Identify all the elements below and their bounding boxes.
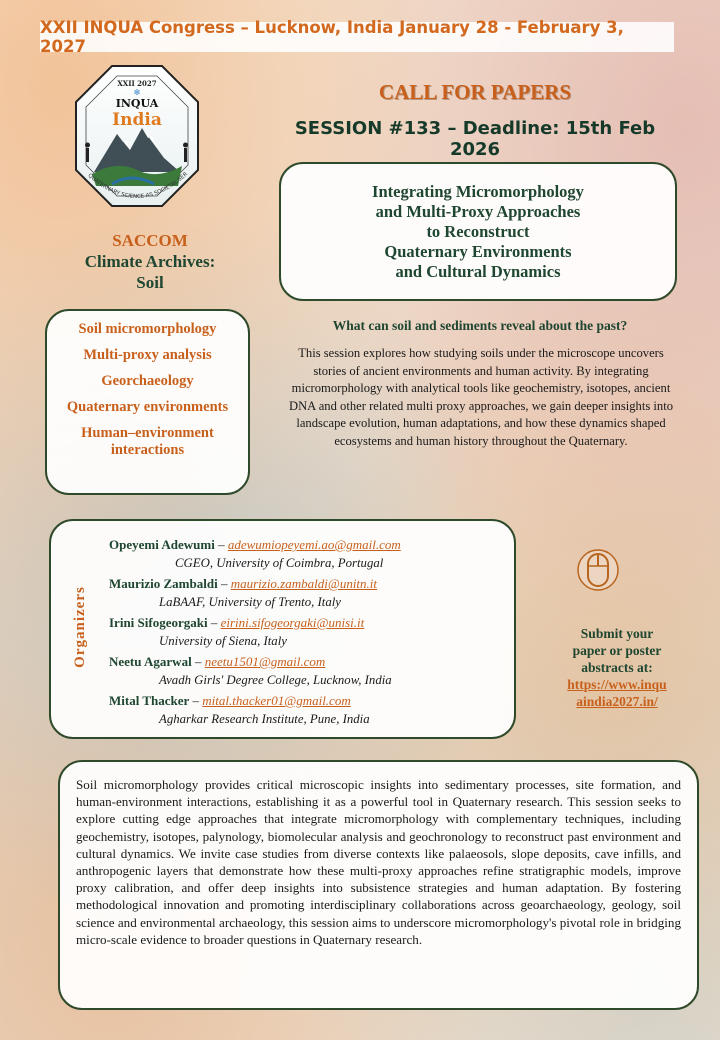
organizer-email-link[interactable]: neetu1501@gmail.com [204,654,326,669]
logo-india-text: India [112,110,162,130]
organizers-list [109,535,509,730]
organizer-email-link[interactable]: mital.thacker01@gmail.com [202,693,351,708]
submit-line: Submit your [580,626,654,641]
organizer-affiliation: Agharkar Research Institute, Pune, India [159,712,370,726]
organizer-entry: Irini Sifogeorgaki – eirini.sifogeorgaki@unisi.it University of Siena, Italy [109,613,509,650]
call-for-papers-heading: CALL FOR PAPERS [378,80,572,104]
topic-item: Soil micromorphology [78,321,217,337]
organizer-entry: Neetu Agarwal – neetu1501@gmail.com Avadh Girls' Degree College, Lucknow, India [109,652,509,689]
organizer-email-link[interactable]: eirini.sifogeorgaki@unisi.it [220,615,365,630]
organizer-email-link[interactable]: adewumiopeyemi.ao@gmail.com [227,537,401,552]
topic-item: Multi-proxy analysis [83,347,212,363]
mouse-icon [577,540,619,600]
topic-item: Quaternary environments [66,399,229,415]
commission-line2: Climate Archives: [84,252,216,271]
organizer-entry: Mital Thacker – mital.thacker01@gmail.com Agharkar Research Institute, Pune, India [109,691,509,728]
submit-callout [532,625,702,710]
submit-line: paper or poster [572,643,662,658]
title-line: to Reconstruct [426,221,530,241]
submit-line: abstracts at: [581,660,653,675]
session-deadline: SESSION #133 – Deadline: 15th Feb 2026 [294,118,656,160]
logo-ring-text: QUATERNARY SCIENCE AS SOCIETAL SER [86,171,189,201]
organizer-affiliation: LaBAAF, University of Trento, Italy [159,595,341,609]
organizer-name: Irini Sifogeorgaki [109,615,208,630]
commission-acronym: SACCOM [112,231,188,250]
organizer-name: Neetu Agarwal [109,654,192,669]
submit-url-line: https://www.inqu [567,677,667,692]
title-line: and Multi-Proxy Approaches [375,201,581,221]
commission-label [60,230,240,293]
organizer-entry: Maurizio Zambaldi – maurizio.zambaldi@unitn.it LaBAAF, University of Trento, Italy [109,574,509,611]
organizer-email-link[interactable]: maurizio.zambaldi@unitn.it [230,576,378,591]
submit-url-line: aindia2027.in/ [576,694,658,709]
organizers-label: Organizers [71,586,88,668]
session-description: Soil micromorphology provides critical microscopic insights into sedimentary processes, site formation, and human-environment interactions, establishing it as a powerful tool in Quaternary research. This session seeks to explore cutting edge approaches that integrate micromorphology with complementary techniques, including geochemistry, isotopes, palynology, biomolecular analysis and geochronology to reconstruct past environment and cultural dynamics. We invite case studies from diverse contexts like palaeosols, slope deposits, cave infills, and anthropogenic layers that demonstrate how these multi-proxy approaches refine stratigraphic models, improve proxy calibration, and offer deep insights into subsistence strategies and human adaptation. By fostering methodological innovation and promoting interdisciplinary collaborations across geoarchaeology, geology, soil science and environmental archaeology, this session aims to underscore micromorphology's pivotal role in bridging micro-scale evidence to broader questions in Quaternary research. [76,777,681,947]
logo-inqua-text: INQUA [115,97,159,110]
submit-url-link[interactable] [532,676,702,710]
title-line: Quaternary Environments [384,241,572,261]
organizer-affiliation: CGEO, University of Coimbra, Portugal [175,556,384,570]
title-line: and Cultural Dynamics [395,261,561,281]
organizer-name: Opeyemi Adewumi [109,537,215,552]
commission-line3: Soil [136,273,164,292]
logo-top-text: XXII 2027 [117,79,157,88]
title-line: Integrating Micromorphology [372,181,584,201]
organizer-affiliation: University of Siena, Italy [159,634,287,648]
topic-item: Georchaeology [101,373,194,389]
session-title-box [279,162,677,301]
session-title [372,182,584,282]
snowflake-icon: ✻ [133,88,141,97]
inqua-india-logo [72,62,202,210]
congress-banner: XXII INQUA Congress – Lucknow, India January 28 - February 3, 2027 [40,22,674,52]
organizer-entry: Opeyemi Adewumi – adewumiopeyemi.ao@gmail.com CGEO, University of Coimbra, Portugal [109,535,509,572]
organizer-name: Mital Thacker [109,693,190,708]
organizer-name: Maurizio Zambaldi [109,576,218,591]
topics-box [45,309,250,495]
session-description-box [58,760,699,1010]
intro-paragraph: This session explores how studying soils under the microscope uncovers stories of ancient environments and human activity. By integrating micromorphology with analytical tools like geochemistry, isotopes, ancient DNA and other related multi proxy approaches, we gain deeper insights into landscape evolution, human adaptations, and how these dynamics shaped ecosystems and human history throughout the Quaternary. [288,346,673,448]
organizer-affiliation: Avadh Girls' Degree College, Lucknow, India [159,673,392,687]
topic-item: Human–environment interactions [81,425,214,458]
key-question: What can soil and sediments reveal about the past? [332,318,628,333]
